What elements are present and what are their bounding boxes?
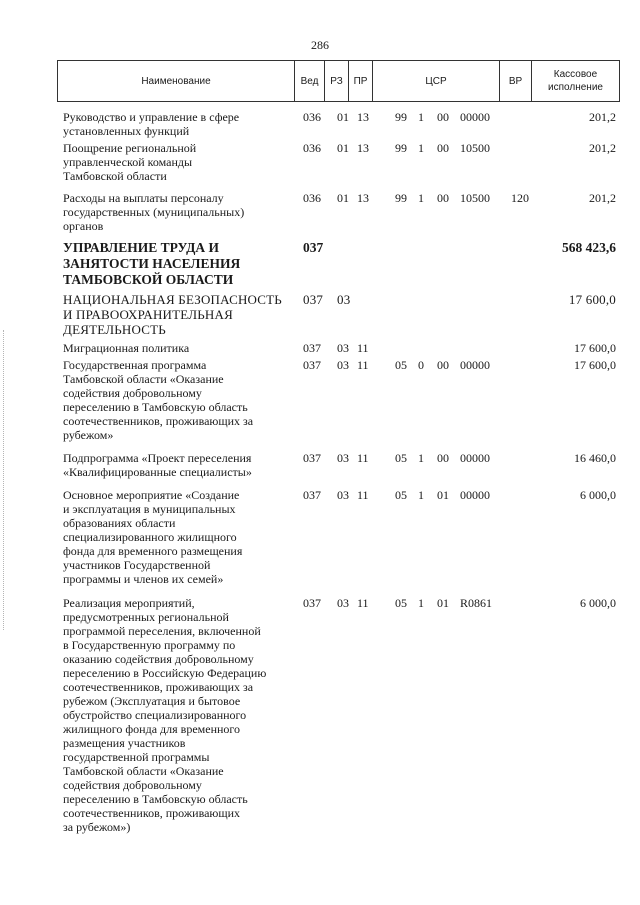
row-name: УПРАВЛЕНИЕ ТРУДА И ЗАНЯТОСТИ НАСЕЛЕНИЯ ТАМБОВСКОЙ ОБЛАСТИ: [63, 240, 241, 287]
row-ved: 037: [303, 341, 321, 355]
row-ved: 036: [303, 110, 321, 124]
row-name: Руководство и управление в сфере установленных функций: [63, 110, 240, 138]
row-rz: 01: [337, 110, 349, 124]
margin-scan-mark: [3, 330, 6, 630]
row-ved: 036: [303, 191, 321, 205]
row-pr: 13: [357, 110, 369, 124]
row-amount: 6 000,0: [580, 596, 616, 610]
row-rz: 03: [337, 488, 349, 502]
row-csr4: 00000: [460, 488, 490, 502]
row-csr2: 1: [418, 191, 424, 205]
row-csr4: 00000: [460, 451, 490, 465]
row-csr2: 1: [418, 488, 424, 502]
row-pr: 11: [357, 488, 369, 502]
row-csr1: 05: [395, 358, 407, 372]
row-csr1: 05: [395, 596, 407, 610]
page-number: 286: [311, 38, 329, 52]
row-csr3: 00: [437, 451, 449, 465]
row-csr1: 99: [395, 141, 407, 155]
row-csr2: 1: [418, 451, 424, 465]
row-amount: 17 600,0: [568, 292, 616, 307]
row-ved: 036: [303, 141, 321, 155]
row-amount: 6 000,0: [580, 488, 616, 502]
row-csr2: 1: [418, 141, 424, 155]
row-amount: 17 600,0: [574, 341, 616, 355]
row-amount: 201,2: [589, 141, 616, 155]
header-ved: Вед: [295, 61, 325, 101]
row-name: Расходы на выплаты персоналу государственных (муниципальных) органов: [63, 191, 245, 233]
row-ved: 037: [303, 596, 321, 610]
row-ved: 037: [303, 240, 324, 255]
row-csr4: R0861: [460, 596, 493, 610]
row-amount: 16 460,0: [574, 451, 616, 465]
row-pr: 11: [357, 341, 369, 355]
row-ved: 037: [303, 488, 321, 502]
row-csr2: 1: [418, 110, 424, 124]
row-rz: 03: [337, 358, 349, 372]
row-csr3: 01: [437, 596, 449, 610]
row-csr3: 01: [437, 488, 449, 502]
row-amount: 201,2: [589, 110, 616, 124]
row-amount: 17 600,0: [574, 358, 616, 372]
row-rz: 03: [337, 292, 351, 307]
row-pr: 11: [357, 358, 369, 372]
row-ved: 037: [303, 358, 321, 372]
row-name: Реализация мероприятий, предусмотренных региональной программой переселения, включенной в Государственную программу по оказанию содействия добровольному переселению в Российскую Федерацию соотечественников, проживающих за рубежом (Эксплуатация и бытовое обустройство специализированного жилищного фонда для временного размещения участников государственной программы Тамбовской области «Оказание содействия добровольному переселению в Тамбовскую область соотечественников, проживающих за рубежом»): [63, 596, 267, 834]
row-name: Основное мероприятие «Создание и эксплуатация в муниципальных образованиях области специализированного жилищного фонда для временного размещения участников Государственной программы и членов их семей»: [63, 488, 243, 586]
header-vr: ВР: [500, 61, 532, 101]
row-csr3: 00: [437, 141, 449, 155]
row-name: Миграционная политика: [63, 341, 190, 355]
row-name: Поощрение региональной управленческой команды Тамбовской области: [63, 141, 197, 183]
header-name: Наименование: [58, 61, 295, 101]
table-header: [57, 60, 620, 102]
row-csr4: 00000: [460, 358, 490, 372]
row-csr3: 00: [437, 358, 449, 372]
row-ved: 037: [303, 292, 324, 307]
row-csr3: 00: [437, 110, 449, 124]
header-csr: ЦСР: [373, 61, 500, 101]
row-csr1: 99: [395, 191, 407, 205]
row-csr1: 05: [395, 488, 407, 502]
row-csr2: 0: [418, 358, 424, 372]
row-rz: 03: [337, 596, 349, 610]
row-rz: 03: [337, 341, 349, 355]
row-csr1: 05: [395, 451, 407, 465]
row-vr: 120: [511, 191, 529, 205]
row-csr4: 10500: [460, 191, 490, 205]
row-pr: 13: [357, 141, 369, 155]
row-amount: 568 423,6: [562, 240, 616, 255]
row-rz: 01: [337, 191, 349, 205]
header-amount: Кассовое исполнение: [548, 69, 603, 93]
row-csr4: 10500: [460, 141, 490, 155]
header-rz: РЗ: [325, 61, 349, 101]
row-csr1: 99: [395, 110, 407, 124]
row-name: Подпрограмма «Проект переселения «Квалифицированные специалисты»: [63, 451, 252, 479]
row-pr: 11: [357, 451, 369, 465]
row-rz: 01: [337, 141, 349, 155]
row-pr: 13: [357, 191, 369, 205]
header-pr: ПР: [349, 61, 373, 101]
row-csr3: 00: [437, 191, 449, 205]
row-rz: 03: [337, 451, 349, 465]
row-amount: 201,2: [589, 191, 616, 205]
row-csr4: 00000: [460, 110, 490, 124]
row-name: Государственная программа Тамбовской области «Оказание содействия добровольному переселению в Тамбовскую область соотечественников, проживающих за рубежом»: [63, 358, 254, 442]
row-pr: 11: [357, 596, 369, 610]
row-csr2: 1: [418, 596, 424, 610]
row-ved: 037: [303, 451, 321, 465]
row-name: НАЦИОНАЛЬНАЯ БЕЗОПАСНОСТЬ И ПРАВООХРАНИТЕЛЬНАЯ ДЕЯТЕЛЬНОСТЬ: [63, 292, 282, 337]
